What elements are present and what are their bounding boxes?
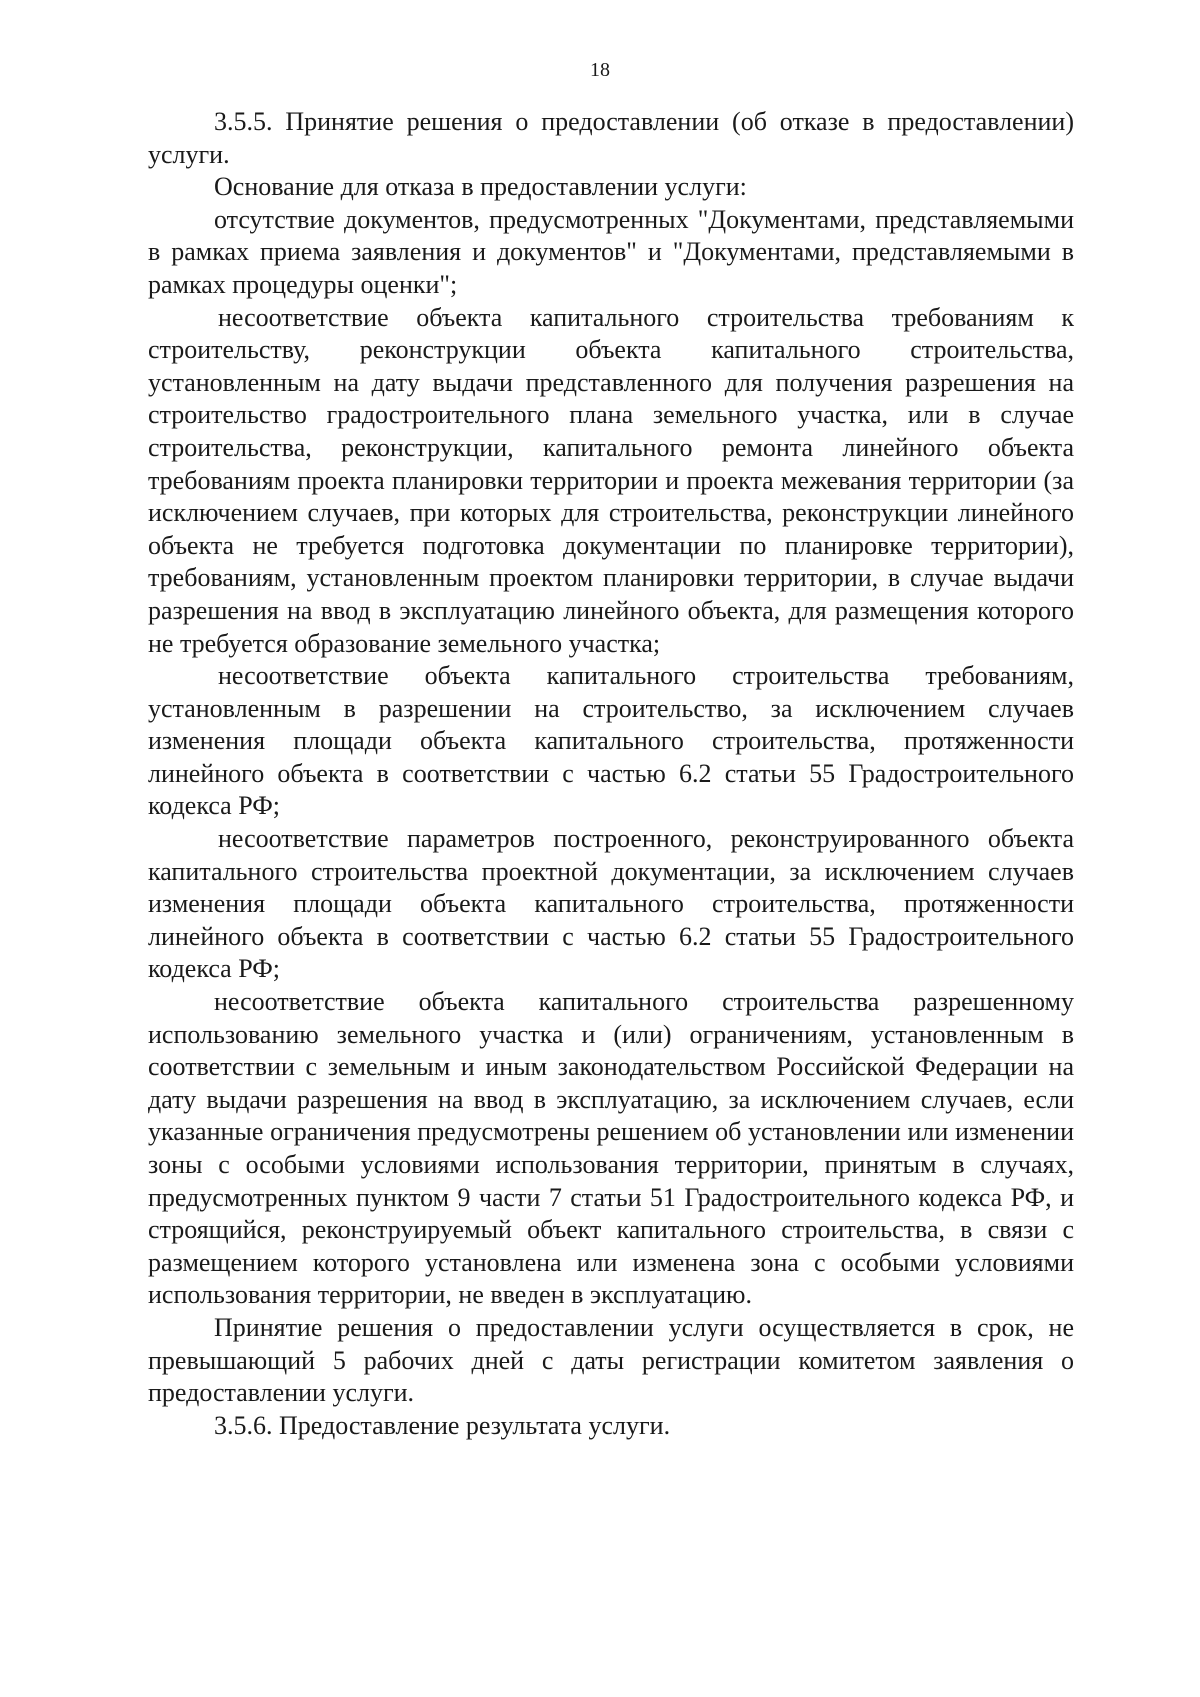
- refusal-ground-missing-documents: отсутствие документов, предусмотренных "Документами, представляемыми в рамках приема заявления и документов" и "Документами, представляемыми в рамках процедуры оценки";: [148, 204, 1074, 299]
- refusal-ground-design-docs-mismatch: несоответствие параметров построенного, реконструированного объекта капитального строительства проектной документации, за исключением случаев изменения площади объекта капитального строительства, протяженности линейного объекта в соответствии с частью 6.2 статьи 55 Градостроительного кодекса РФ;: [148, 824, 1074, 984]
- refusal-ground-urban-plan-mismatch: несоответствие объекта капитального строительства требованиям к строительству, реконструкции объекта капитального строительства, установленным на дату выдачи представленного для получения разрешения на строительство градостроительного плана земельного участка, или в случае строительства, реконструкции, капитального ремонта линейного объекта требованиям проекта планировки территории и проекта межевания территории (за исключением случаев, при которых для строительства, реконструкции линейного объекта не требуется подготовка документации по планировке территории), требованиям, установленным проектом планировки территории, в случае выдачи разрешения на ввод в эксплуатацию линейного объекта, для размещения которого не требуется образование земельного участка;: [148, 302, 1074, 658]
- refusal-grounds-intro: Основание для отказа в предоставлении услуги:: [214, 172, 747, 202]
- refusal-ground-permit-mismatch: несоответствие объекта капитального строительства требованиям, установленным в разрешении на строительство, за исключением случаев изменения площади объекта капитального строительства, протяженности линейного объекта в соответствии с частью 6.2 статьи 55 Градостроительного кодекса РФ;: [148, 661, 1074, 821]
- section-heading-3-5-5: 3.5.5. Принятие решения о предоставлении (об отказе в предоставлении) услуги.: [148, 107, 1074, 169]
- decision-deadline-paragraph: Принятие решения о предоставлении услуги осуществляется в срок, не превышающий 5 рабочих дней с даты регистрации комитетом заявления о предоставлении услуги.: [148, 1312, 1074, 1408]
- page-number: 18: [590, 59, 610, 81]
- document-body: [148, 106, 1074, 1442]
- refusal-ground-land-use-mismatch: несоответствие объекта капитального строительства разрешенному использованию земельного участка и (или) ограничениям, установленным в соответствии с земельным и иным законодательством Российской Федерации на дату выдачи разрешения на ввод в эксплуатацию, за исключением случаев, если указанные ограничения предусмотрены решением об установлении или изменении зоны с особыми условиями использования территории, принятым в случаях, предусмотренных пунктом 9 части 7 статьи 51 Градостроительного кодекса РФ, и строящийся, реконструируемый объект капитального строительства, в связи с размещением которого установлена или изменена зона с особыми условиями использования территории, не введен в эксплуатацию.: [148, 987, 1074, 1310]
- section-heading-3-5-6: 3.5.6. Предоставление результата услуги.: [214, 1410, 671, 1440]
